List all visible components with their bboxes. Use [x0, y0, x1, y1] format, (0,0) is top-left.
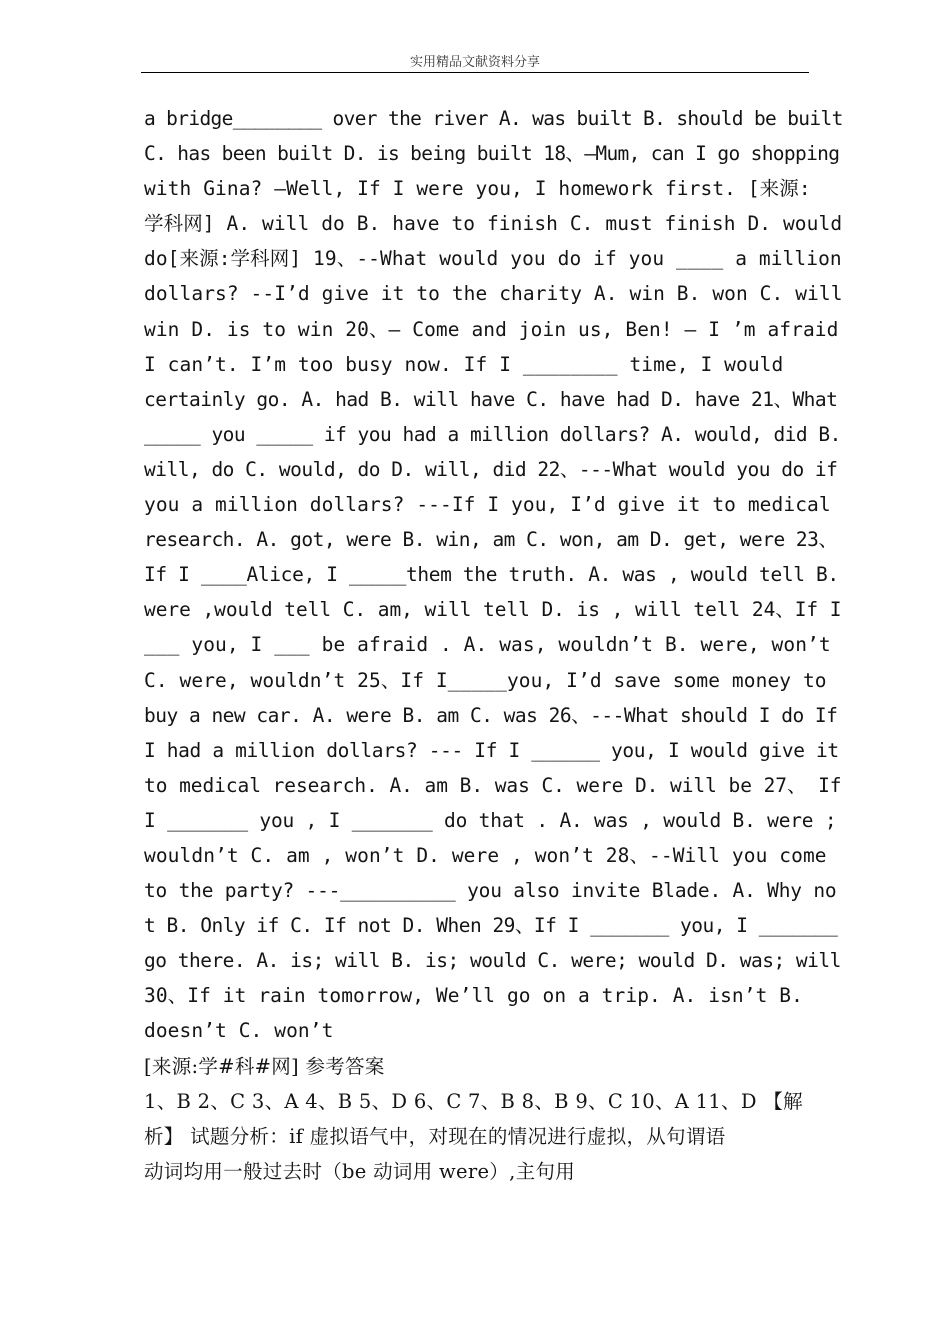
text-line: _____ you _____ if you had a million dollars? A. would, did B.: [144, 422, 841, 446]
text-line: ___ you, I ___ be afraid . A. was, wouldn’t B. were, won’t: [144, 633, 831, 657]
page-header-title: 实用精品文献资料分享: [409, 55, 540, 70]
text-line: were ,would tell C. am, will tell D. is , will tell 24、If I: [144, 598, 842, 622]
text-line: to medical research. A. am B. was C. were D. will be 27、 If: [144, 773, 842, 797]
text-line: to the party? ---__________ you also invite Blade. A. Why no: [144, 879, 837, 903]
text-line: buy a new car. A. were B. am C. was 26、---What should I do If: [144, 703, 838, 727]
text-line: C. were, wouldn’t 25、If I_____you, I’d save some money to: [144, 668, 827, 692]
text-line: research. A. got, were B. win, am C. won, am D. get, were 23、: [144, 528, 838, 552]
analysis-line: 动词均用一般过去时（be 动词用 were）,主句用: [144, 1159, 576, 1183]
text-line: C. has been built D. is being built 18、—Mum, can I go shopping: [144, 142, 840, 166]
text-line: 学科网] A. will do B. have to finish C. must finish D. would: [144, 212, 843, 236]
document-body: [144, 101, 844, 1189]
answer-key-line: 1、B 2、C 3、A 4、B 5、D 6、C 7、B 8、B 9、C 10、A 11、D 【解: [144, 1089, 803, 1113]
header-divider: [141, 72, 809, 73]
text-line: certainly go. A. had B. will have C. have had D. have 21、What: [144, 387, 838, 411]
text-line: wouldn’t C. am , won’t D. were , won’t 28、--Will you come: [144, 843, 827, 867]
text-line: you a million dollars? ---If I you, I’d give it to medical: [144, 493, 831, 517]
text-line: win D. is to win 20、— Come and join us, Ben! — I ’m afraid: [144, 317, 839, 341]
source-and-answer-heading: [来源:学#科#网] 参考答案: [144, 1054, 385, 1078]
text-line: go there. A. is; will B. is; would C. were; would D. was; will: [144, 949, 841, 973]
text-line: doesn’t C. won’t: [144, 1019, 334, 1043]
text-line: a bridge________ over the river A. was built B. should be built: [144, 107, 843, 130]
text-line: 30、If it rain tomorrow, We’ll go on a trip. A. isn’t B.: [144, 984, 803, 1008]
text-line: I had a million dollars? --- If I ______ you, I would give it: [144, 738, 839, 762]
text-line: If I ____Alice, I _____them the truth. A. was , would tell B.: [144, 563, 839, 587]
text-line: do[来源:学科网] 19、--What would you do if you ____ a million: [144, 247, 842, 271]
text-line: t B. Only if C. If not D. When 29、If I _______ you, I _______: [144, 914, 838, 938]
text-line: dollars? --I’d give it to the charity A. win B. won C. will: [144, 282, 843, 306]
text-line: I _______ you , I _______ do that . A. was , would B. were ;: [144, 808, 837, 832]
text-line: with Gina? —Well, If I were you, I homework first. [来源:: [144, 177, 811, 201]
analysis-line: 析】 试题分析：if 虚拟语气中，对现在的情况进行虚拟，从句谓语: [144, 1124, 726, 1148]
text-line: I can’t. I’m too busy now. If I ________ time, I would: [144, 352, 784, 376]
text-line: will, do C. would, do D. will, did 22、---What would you do if: [144, 457, 838, 481]
